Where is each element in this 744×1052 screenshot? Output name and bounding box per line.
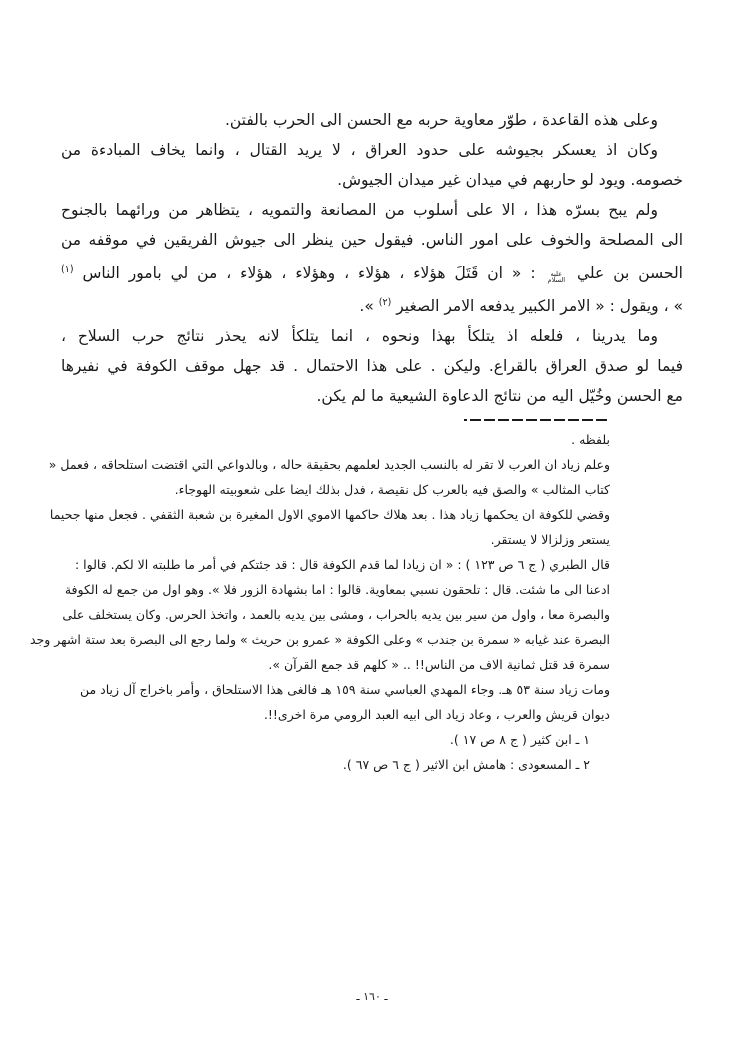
footnote-line: ادعنا الى ما شئت. قال : تلحقون نسبي بمعاوية. قالوا : اما بشهادة الزور فلا ». وهو اول من جمع له الكوفة [64, 582, 610, 597]
body-line-with-ref [61, 288, 683, 321]
footnote-ref-2: (٢) [378, 297, 392, 308]
numbered-footnote-1: ١ ـ ابن كثير ( ج ٨ ص ١٧ ). [449, 732, 590, 747]
body-text-block [61, 105, 683, 411]
footnote-line: البصرة عند غيابه « سمرة بن جندب » وعلى الكوفة « عمرو بن حريث » ولما رجع الى البصرة بعد ستة اشهر وجد [29, 632, 610, 647]
footnote-line: سمرة قد قتل ثمانية الاف من الناس!! .. « كلهم قد جمع القرآن ». [268, 657, 610, 672]
numbered-footnote-2: ٢ ـ المسعودى : هامش ابن الاثير ( ج ٦ ص ٦٧ ). [342, 757, 590, 772]
body-line: وما يدرينا ، فلعله اذ يتلكأ بهذا ونحوه ، انما يتلكأ لانه يحذر نتائج حرب السلاح ، [61, 327, 658, 345]
honorific-top: عليه [550, 270, 563, 278]
footnote-line: كتاب المثالب » والصق فيه بالعرب كل نقيصة ، فدل بذلك ايضا على شعوبيته الهوجاء. [174, 482, 610, 497]
body-line-text: ». [359, 297, 374, 315]
footnote-line: وقضي للكوفة ان يحكمها زياد هذا . بعد هلاك حاكمها الاموي الاول المغيرة بن شعبة الثقفي . فجعل منها جحيما [49, 507, 610, 522]
body-line: الى المصلحة والخوف على امور الناس. فيقول حين ينظر الى جيوش الفريقين في موقفه من [61, 231, 683, 249]
body-line: وكان اذ يعسكر بجيوشه على حدود العراق ، لا يريد القتال ، وانما يخاف المبادءة من [61, 141, 658, 159]
footnotes-block [29, 427, 610, 777]
footnote-ref-1: (١) [61, 264, 74, 275]
footnote-line: ديوان قريش والعرب ، وعاد زياد الى ابيه العبد الرومي مرة اخرى!!. [263, 707, 610, 722]
body-line-text: الحسن بن علي [577, 264, 683, 282]
page-number: ـ ١٦٠ ـ [356, 990, 388, 1003]
footnote-line: يستعر وزلزالا لا يستقر. [490, 532, 610, 547]
footnote-line: قال الطبري ( ج ٦ ص ١٢٣ ) : « ان زيادا لما قدم الكوفة قال : قد جئتكم في أمر ما طلبته الا لكم. قالوا : [74, 557, 610, 572]
body-line-with-honorific [61, 255, 683, 288]
body-line: خصومه. ويود لو حاربهم في ميدان غير ميدان الجيوش. [337, 171, 683, 189]
honorific-bottom: السلام [547, 276, 566, 284]
body-line: ولم يبح بسرّه هذا ، الا على أسلوب من المصانعة والتمويه ، يتظاهر من ورائهما بالجنوح [61, 201, 658, 219]
body-line: مع الحسن وخُيّل اليه من نتائج الدعاوة الشيعية ما لم يكن. [316, 387, 683, 405]
body-line: فيما لو صدق العراق بالقراع. وليكن . على هذا الاحتمال . قد جهل موقف الكوفة في نفيرها [61, 357, 683, 375]
body-line: وعلى هذه القاعدة ، طوّر معاوية حربه مع الحسن الى الحرب بالفتن. [224, 111, 658, 129]
alayhi-salam-honorific [548, 271, 566, 283]
body-line-text: » ، ويقول : « الامر الكبير يدفعه الامر الصغير [396, 297, 683, 315]
footnote-line: وعلم زياد ان العرب لا تقر له بالنسب الجديد لعلمهم بحقيقة حاله ، وبالدواعي التي اقتضت استلحاقه ، فعمل « [48, 457, 610, 472]
footnote-separator-rule [464, 419, 607, 421]
body-line-text: : « ان قَتَلَ هؤلاء ، هؤلاء ، وهؤلاء ، هؤلاء ، من لي بامور الناس [82, 264, 536, 282]
footnote-line: بلفظه . [571, 432, 610, 447]
footnote-line: ومات زياد سنة ٥٣ هـ. وجاء المهدي العباسي سنة ١٥٩ هـ فالغى هذا الاستلحاق ، وأمر باخراج آل زياد من [79, 682, 610, 697]
footnote-line: والبصرة معا ، واول من سير بين يديه بالحراب ، ومشى بين يديه بالعمد ، واتخذ الحرس. وكان يستخلف على [62, 607, 610, 622]
